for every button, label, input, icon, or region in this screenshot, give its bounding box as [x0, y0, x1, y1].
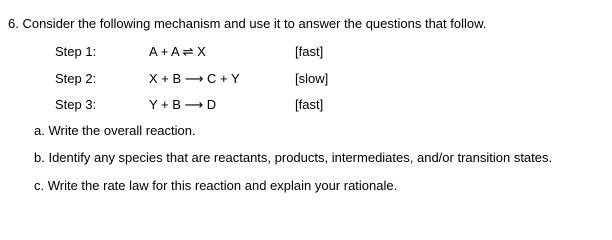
question-heading: 6. Consider the following mechanism and use it to answer the questions that follow. [8, 16, 487, 31]
step-2-rate: [slow] [295, 71, 329, 86]
step-2-label: Step 2: [55, 71, 97, 86]
part-c-prompt: c. Write the rate law for this reaction and explain your rationale. [34, 178, 398, 193]
step-3-rate: [fast] [295, 97, 324, 112]
step-1-equation: A + A ⇌ X [149, 44, 206, 59]
part-a-prompt: a. Write the overall reaction. [34, 123, 196, 138]
step-2-equation: X + B ⟶ C + Y [149, 71, 240, 86]
step-3-label: Step 3: [55, 97, 97, 112]
step-1-label: Step 1: [55, 44, 97, 59]
step-1-rate: [fast] [295, 44, 324, 59]
step-3-equation: Y + B ⟶ D [149, 97, 217, 112]
part-b-prompt: b. Identify any species that are reactants, products, intermediates, and/or transition states. [34, 150, 553, 165]
